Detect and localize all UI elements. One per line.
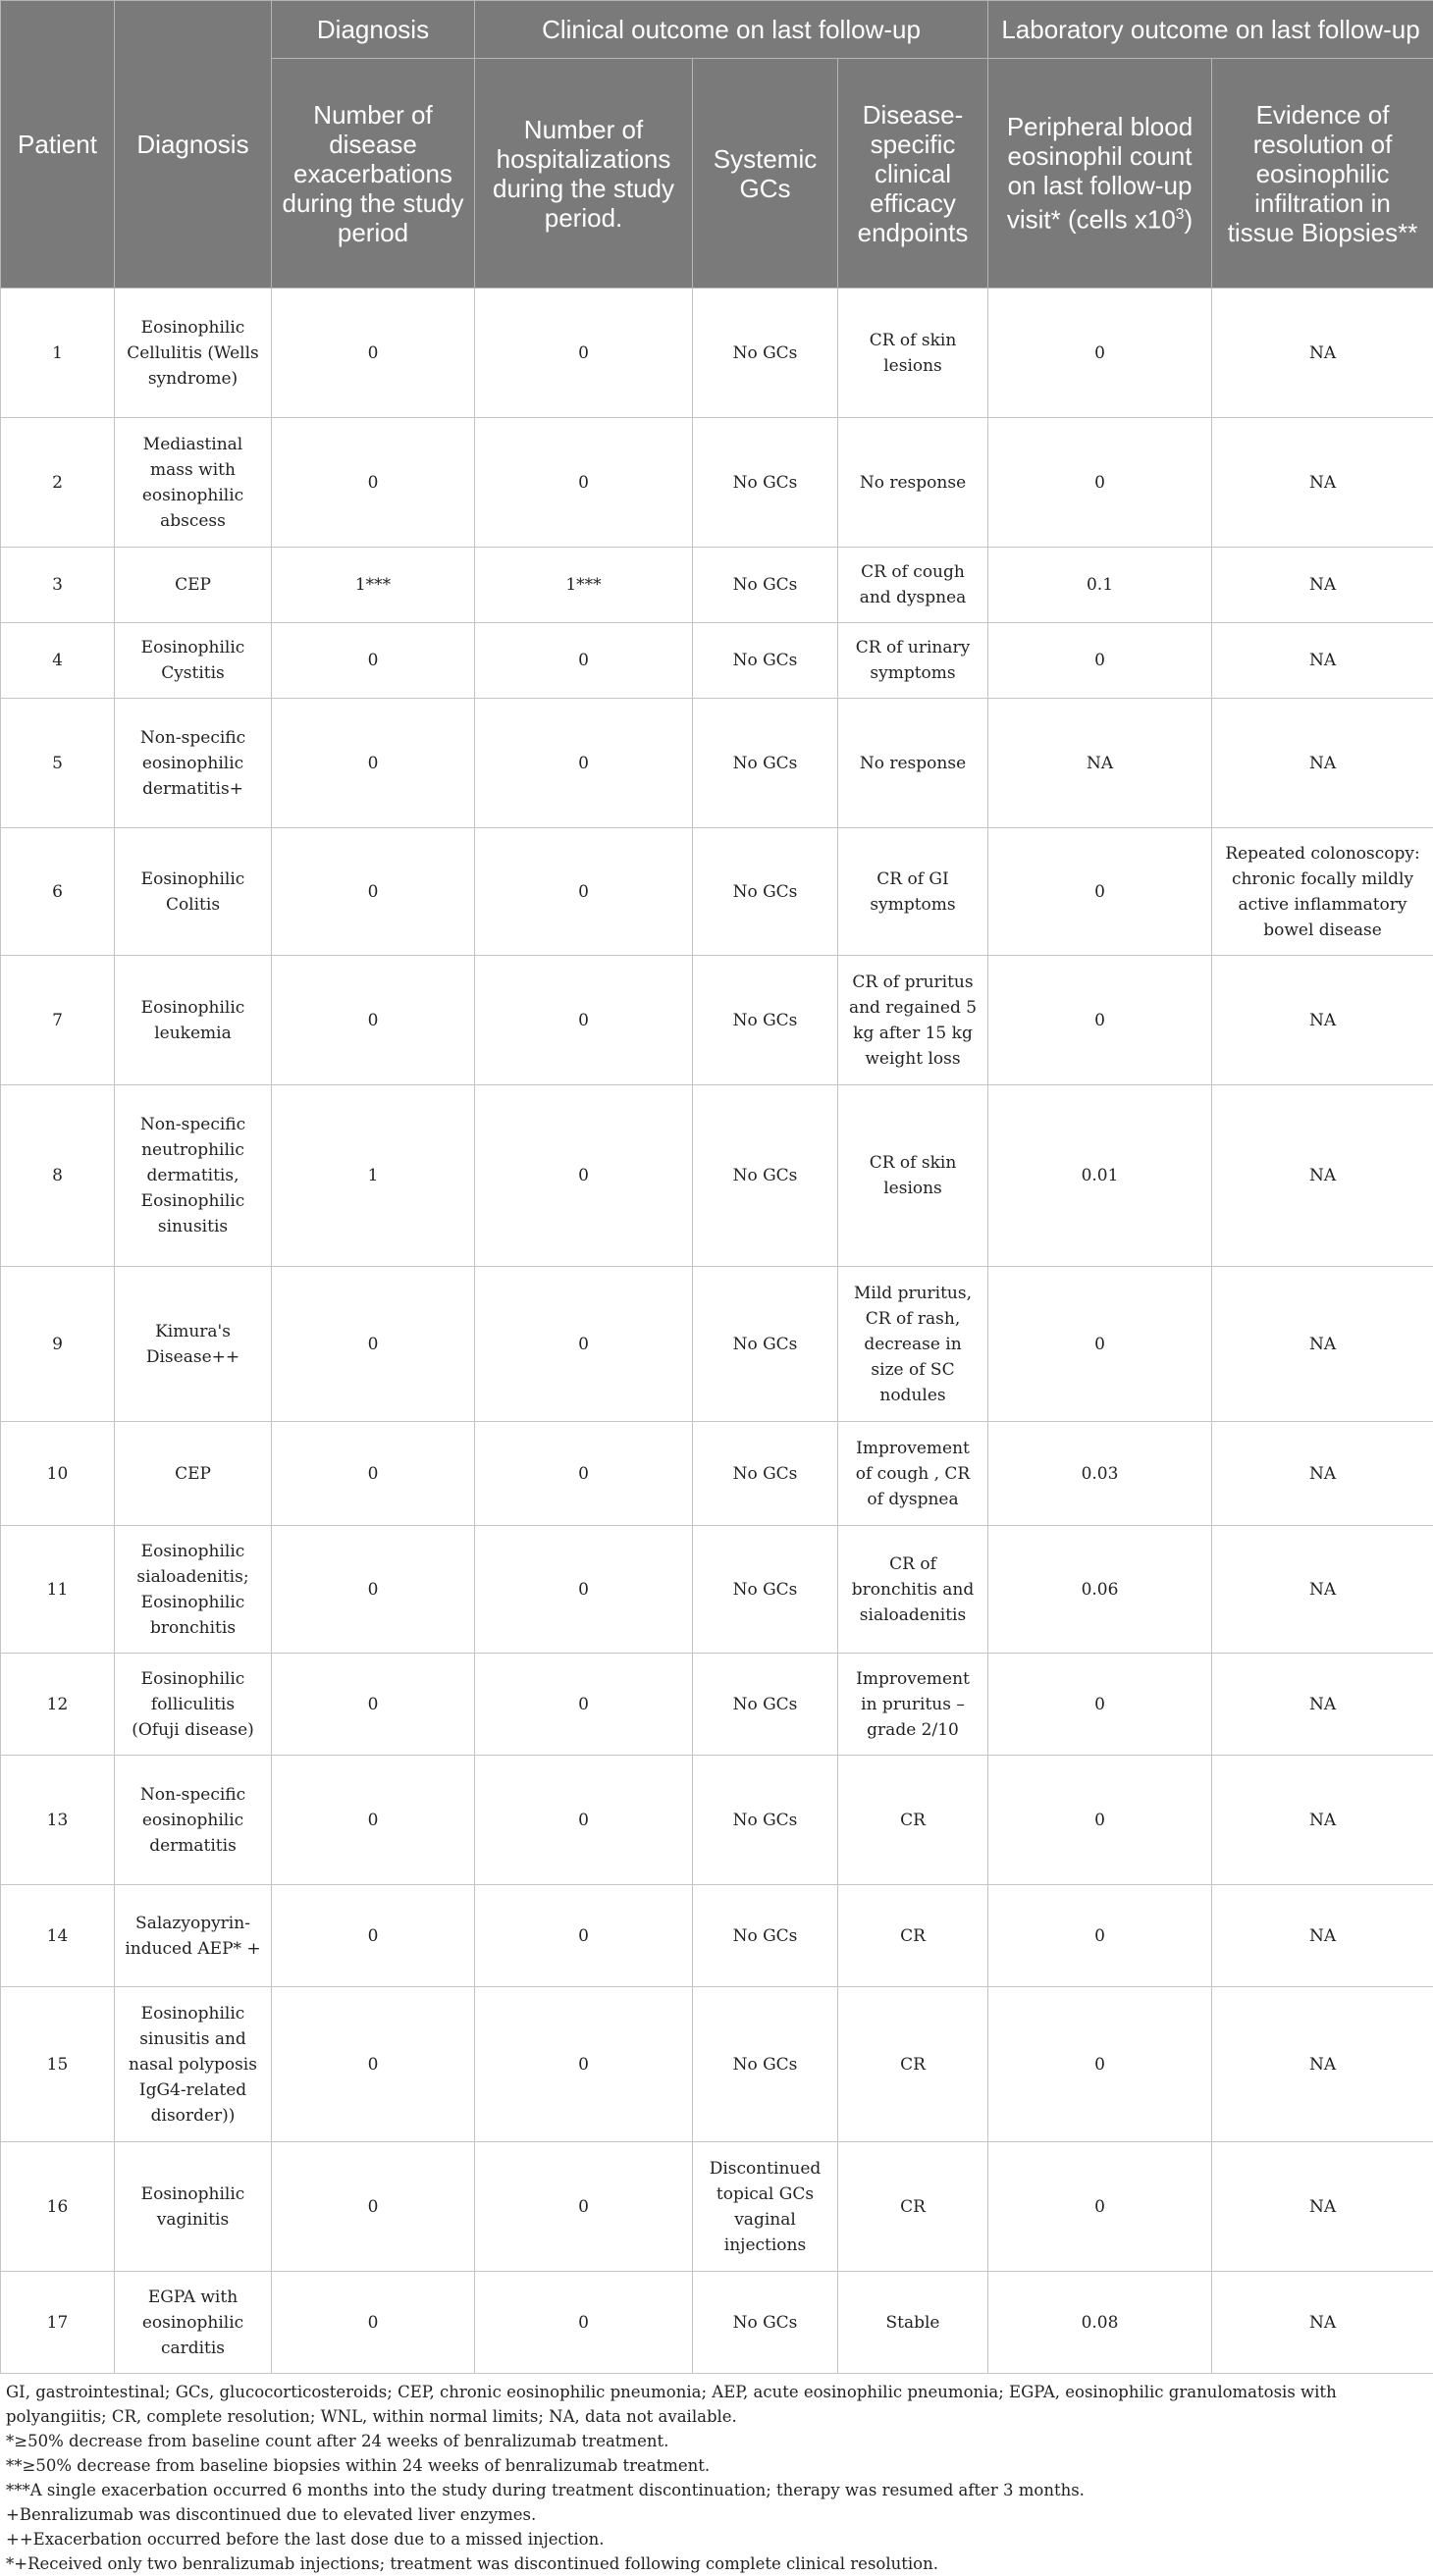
cell-patient: 10 bbox=[1, 1422, 115, 1526]
cell-gcs: No GCs bbox=[693, 956, 838, 1085]
cell-diagnosis: Eosinophilic vaginitis bbox=[115, 2142, 272, 2272]
table-row bbox=[1, 1085, 1433, 1267]
cell-endpoint: CR of urinary symptoms bbox=[838, 623, 988, 699]
cell-diagnosis: Eosinophilic Colitis bbox=[115, 828, 272, 956]
cell-hospitalizations: 0 bbox=[475, 1526, 693, 1654]
footnote: *+Received only two benralizumab injections; treatment was discontinued following complete clinical resolution. bbox=[6, 2551, 1427, 2576]
cell-endpoint: CR bbox=[838, 1756, 988, 1885]
header-eosinophil-count bbox=[988, 59, 1212, 289]
cell-diagnosis: Eosinophilic leukemia bbox=[115, 956, 272, 1085]
header-group-diagnosis: Diagnosis bbox=[272, 1, 475, 59]
table-row bbox=[1, 2272, 1433, 2374]
cell-diagnosis: CEP bbox=[115, 1422, 272, 1526]
table-row bbox=[1, 289, 1433, 418]
cell-endpoint: Improvement of cough , CR of dyspnea bbox=[838, 1422, 988, 1526]
header-endpoints: Disease-specific clinical efficacy endpoints bbox=[838, 59, 988, 289]
cell-biopsy: Repeated colonoscopy: chronic focally mildly active inflammatory bowel disease bbox=[1212, 828, 1433, 956]
table-row bbox=[1, 418, 1433, 548]
cell-exacerbations: 1*** bbox=[272, 548, 475, 623]
cell-count: 0.03 bbox=[988, 1422, 1212, 1526]
cell-hospitalizations: 0 bbox=[475, 956, 693, 1085]
cell-endpoint: CR bbox=[838, 1987, 988, 2142]
cell-patient: 14 bbox=[1, 1885, 115, 1987]
cell-exacerbations: 0 bbox=[272, 1987, 475, 2142]
header-eosinophil-count-end: ) bbox=[1184, 205, 1193, 235]
header-diagnosis: Diagnosis bbox=[115, 1, 272, 289]
header-systemic-gcs: Systemic GCs bbox=[693, 59, 838, 289]
cell-biopsy: NA bbox=[1212, 1654, 1433, 1756]
cell-patient: 5 bbox=[1, 699, 115, 828]
cell-hospitalizations: 0 bbox=[475, 418, 693, 548]
cell-gcs: No GCs bbox=[693, 418, 838, 548]
cell-patient: 16 bbox=[1, 2142, 115, 2272]
cell-exacerbations: 1 bbox=[272, 1085, 475, 1267]
cell-endpoint: CR bbox=[838, 2142, 988, 2272]
header-patient: Patient bbox=[1, 1, 115, 289]
cell-diagnosis: Eosinophilic folliculitis (Ofuji disease) bbox=[115, 1654, 272, 1756]
cell-exacerbations: 0 bbox=[272, 1654, 475, 1756]
footnote: *≥50% decrease from baseline count after 24 weeks of benralizumab treatment. bbox=[6, 2429, 1427, 2453]
cell-biopsy: NA bbox=[1212, 623, 1433, 699]
cell-count: 0.08 bbox=[988, 2272, 1212, 2374]
cell-endpoint: Stable bbox=[838, 2272, 988, 2374]
header-eosinophil-count-text: Peripheral blood eosinophil count on last follow-up visit* (cells x10 bbox=[1007, 112, 1193, 235]
cell-exacerbations: 0 bbox=[272, 699, 475, 828]
cell-biopsy: NA bbox=[1212, 699, 1433, 828]
cell-hospitalizations: 1*** bbox=[475, 548, 693, 623]
cell-count: 0 bbox=[988, 418, 1212, 548]
cell-diagnosis: Non-specific eosinophilic dermatitis bbox=[115, 1756, 272, 1885]
cell-endpoint: CR of bronchitis and sialoadenitis bbox=[838, 1526, 988, 1654]
cell-patient: 15 bbox=[1, 1987, 115, 2142]
table-row bbox=[1, 623, 1433, 699]
cell-biopsy: NA bbox=[1212, 1756, 1433, 1885]
cell-gcs: No GCs bbox=[693, 1422, 838, 1526]
cell-gcs: No GCs bbox=[693, 828, 838, 956]
cell-hospitalizations: 0 bbox=[475, 2142, 693, 2272]
cell-gcs: No GCs bbox=[693, 1885, 838, 1987]
cell-count: 0 bbox=[988, 1267, 1212, 1422]
cell-endpoint: CR of skin lesions bbox=[838, 289, 988, 418]
cell-endpoint: CR of pruritus and regained 5 kg after 15 kg weight loss bbox=[838, 956, 988, 1085]
cell-count: 0 bbox=[988, 1885, 1212, 1987]
cell-endpoint: CR of skin lesions bbox=[838, 1085, 988, 1267]
cell-biopsy: NA bbox=[1212, 1885, 1433, 1987]
cell-endpoint: CR of GI symptoms bbox=[838, 828, 988, 956]
cell-hospitalizations: 0 bbox=[475, 1987, 693, 2142]
footnote-abbreviations: GI, gastrointestinal; GCs, glucocorticosteroids; CEP, chronic eosinophilic pneumonia; AEP, acute eosinophilic pneumonia; EGPA, eosinophilic granulomatosis with polyangiitis; CR, complete resolution; WNL, within normal limits; NA, data not available. bbox=[6, 2380, 1427, 2429]
footnote: **≥50% decrease from baseline biopsies within 24 weeks of benralizumab treatment. bbox=[6, 2453, 1427, 2478]
cell-count: 0 bbox=[988, 623, 1212, 699]
cell-biopsy: NA bbox=[1212, 1422, 1433, 1526]
cell-patient: 17 bbox=[1, 2272, 115, 2374]
table-body bbox=[1, 289, 1433, 2374]
table-row bbox=[1, 956, 1433, 1085]
cell-biopsy: NA bbox=[1212, 1085, 1433, 1267]
cell-gcs: No GCs bbox=[693, 1654, 838, 1756]
table-row bbox=[1, 1526, 1433, 1654]
cell-biopsy: NA bbox=[1212, 1267, 1433, 1422]
cell-hospitalizations: 0 bbox=[475, 1422, 693, 1526]
cell-hospitalizations: 0 bbox=[475, 699, 693, 828]
cell-biopsy: NA bbox=[1212, 956, 1433, 1085]
cell-biopsy: NA bbox=[1212, 1987, 1433, 2142]
cell-count: 0 bbox=[988, 2142, 1212, 2272]
header-group-lab: Laboratory outcome on last follow-up bbox=[988, 1, 1433, 59]
cell-biopsy: NA bbox=[1212, 418, 1433, 548]
cell-biopsy: NA bbox=[1212, 1526, 1433, 1654]
cell-hospitalizations: 0 bbox=[475, 1267, 693, 1422]
cell-endpoint: Mild pruritus, CR of rash, decrease in size of SC nodules bbox=[838, 1267, 988, 1422]
cell-patient: 7 bbox=[1, 956, 115, 1085]
cell-count: NA bbox=[988, 699, 1212, 828]
cell-diagnosis: CEP bbox=[115, 548, 272, 623]
footnote: +Benralizumab was discontinued due to elevated liver enzymes. bbox=[6, 2502, 1427, 2527]
cell-patient: 4 bbox=[1, 623, 115, 699]
cell-count: 0 bbox=[988, 828, 1212, 956]
cell-hospitalizations: 0 bbox=[475, 1654, 693, 1756]
cell-endpoint: No response bbox=[838, 418, 988, 548]
cell-gcs: Discontinued topical GCs vaginal injections bbox=[693, 2142, 838, 2272]
footnote: ++Exacerbation occurred before the last dose due to a missed injection. bbox=[6, 2527, 1427, 2551]
cell-gcs: No GCs bbox=[693, 699, 838, 828]
header-hospitalizations: Number of hospitalizations during the study period. bbox=[475, 59, 693, 289]
cell-patient: 12 bbox=[1, 1654, 115, 1756]
table-row bbox=[1, 1756, 1433, 1885]
cell-hospitalizations: 0 bbox=[475, 1085, 693, 1267]
table-row bbox=[1, 1422, 1433, 1526]
cell-endpoint: CR of cough and dyspnea bbox=[838, 548, 988, 623]
cell-exacerbations: 0 bbox=[272, 1526, 475, 1654]
cell-exacerbations: 0 bbox=[272, 2142, 475, 2272]
cell-biopsy: NA bbox=[1212, 289, 1433, 418]
cell-patient: 9 bbox=[1, 1267, 115, 1422]
cell-diagnosis: Salazyopyrin-induced AEP* + bbox=[115, 1885, 272, 1987]
cell-patient: 11 bbox=[1, 1526, 115, 1654]
cell-gcs: No GCs bbox=[693, 623, 838, 699]
cell-diagnosis: Eosinophilic Cellulitis (Wells syndrome) bbox=[115, 289, 272, 418]
cell-hospitalizations: 0 bbox=[475, 623, 693, 699]
header-eosinophil-count-sup: 3 bbox=[1176, 206, 1185, 223]
cell-patient: 8 bbox=[1, 1085, 115, 1267]
cell-exacerbations: 0 bbox=[272, 1267, 475, 1422]
cell-diagnosis: EGPA with eosinophilic carditis bbox=[115, 2272, 272, 2374]
cell-biopsy: NA bbox=[1212, 2272, 1433, 2374]
cell-gcs: No GCs bbox=[693, 289, 838, 418]
cell-gcs: No GCs bbox=[693, 1267, 838, 1422]
cell-count: 0.06 bbox=[988, 1526, 1212, 1654]
cell-biopsy: NA bbox=[1212, 2142, 1433, 2272]
cell-count: 0 bbox=[988, 289, 1212, 418]
cell-exacerbations: 0 bbox=[272, 828, 475, 956]
cell-hospitalizations: 0 bbox=[475, 289, 693, 418]
header-biopsy: Evidence of resolution of eosinophilic infiltration in tissue Biopsies** bbox=[1212, 59, 1433, 289]
cell-diagnosis: Eosinophilic sinusitis and nasal polyposis IgG4-related disorder)) bbox=[115, 1987, 272, 2142]
cell-exacerbations: 0 bbox=[272, 1885, 475, 1987]
cell-gcs: No GCs bbox=[693, 548, 838, 623]
cell-endpoint: No response bbox=[838, 699, 988, 828]
cell-gcs: No GCs bbox=[693, 1756, 838, 1885]
cell-exacerbations: 0 bbox=[272, 2272, 475, 2374]
cell-count: 0 bbox=[988, 956, 1212, 1085]
cell-count: 0 bbox=[988, 1756, 1212, 1885]
cell-diagnosis: Mediastinal mass with eosinophilic abscess bbox=[115, 418, 272, 548]
cell-hospitalizations: 0 bbox=[475, 2272, 693, 2374]
table-row bbox=[1, 1987, 1433, 2142]
table-footnotes bbox=[0, 2374, 1433, 2576]
cell-diagnosis: Eosinophilic Cystitis bbox=[115, 623, 272, 699]
cell-count: 0 bbox=[988, 1654, 1212, 1756]
cell-patient: 3 bbox=[1, 548, 115, 623]
cell-endpoint: CR bbox=[838, 1885, 988, 1987]
cell-endpoint: Improvement in pruritus – grade 2/10 bbox=[838, 1654, 988, 1756]
cell-gcs: No GCs bbox=[693, 2272, 838, 2374]
cell-hospitalizations: 0 bbox=[475, 1885, 693, 1987]
cell-diagnosis: Eosinophilic sialoadenitis; Eosinophilic bronchitis bbox=[115, 1526, 272, 1654]
header-group-clinical: Clinical outcome on last follow-up bbox=[475, 1, 988, 59]
cell-gcs: No GCs bbox=[693, 1085, 838, 1267]
cell-diagnosis: Kimura's Disease++ bbox=[115, 1267, 272, 1422]
table-row bbox=[1, 828, 1433, 956]
cell-biopsy: NA bbox=[1212, 548, 1433, 623]
table-row bbox=[1, 1885, 1433, 1987]
cell-exacerbations: 0 bbox=[272, 1756, 475, 1885]
table-row bbox=[1, 2142, 1433, 2272]
cell-diagnosis: Non-specific neutrophilic dermatitis, Eosinophilic sinusitis bbox=[115, 1085, 272, 1267]
cell-gcs: No GCs bbox=[693, 1987, 838, 2142]
cell-exacerbations: 0 bbox=[272, 623, 475, 699]
table-row bbox=[1, 1654, 1433, 1756]
cell-patient: 6 bbox=[1, 828, 115, 956]
table-row bbox=[1, 548, 1433, 623]
cell-exacerbations: 0 bbox=[272, 289, 475, 418]
cell-gcs: No GCs bbox=[693, 1526, 838, 1654]
table-row bbox=[1, 699, 1433, 828]
cell-hospitalizations: 0 bbox=[475, 1756, 693, 1885]
cell-count: 0.1 bbox=[988, 548, 1212, 623]
cell-hospitalizations: 0 bbox=[475, 828, 693, 956]
cell-patient: 13 bbox=[1, 1756, 115, 1885]
table-row bbox=[1, 1267, 1433, 1422]
cell-exacerbations: 0 bbox=[272, 1422, 475, 1526]
cell-count: 0 bbox=[988, 1987, 1212, 2142]
cell-patient: 1 bbox=[1, 289, 115, 418]
cell-exacerbations: 0 bbox=[272, 418, 475, 548]
footnote: ***A single exacerbation occurred 6 months into the study during treatment discontinuation; therapy was resumed after 3 months. bbox=[6, 2478, 1427, 2502]
cell-diagnosis: Non-specific eosinophilic dermatitis+ bbox=[115, 699, 272, 828]
cell-patient: 2 bbox=[1, 418, 115, 548]
cell-exacerbations: 0 bbox=[272, 956, 475, 1085]
cell-count: 0.01 bbox=[988, 1085, 1212, 1267]
header-exacerbations: Number of disease exacerbations during the study period bbox=[272, 59, 475, 289]
